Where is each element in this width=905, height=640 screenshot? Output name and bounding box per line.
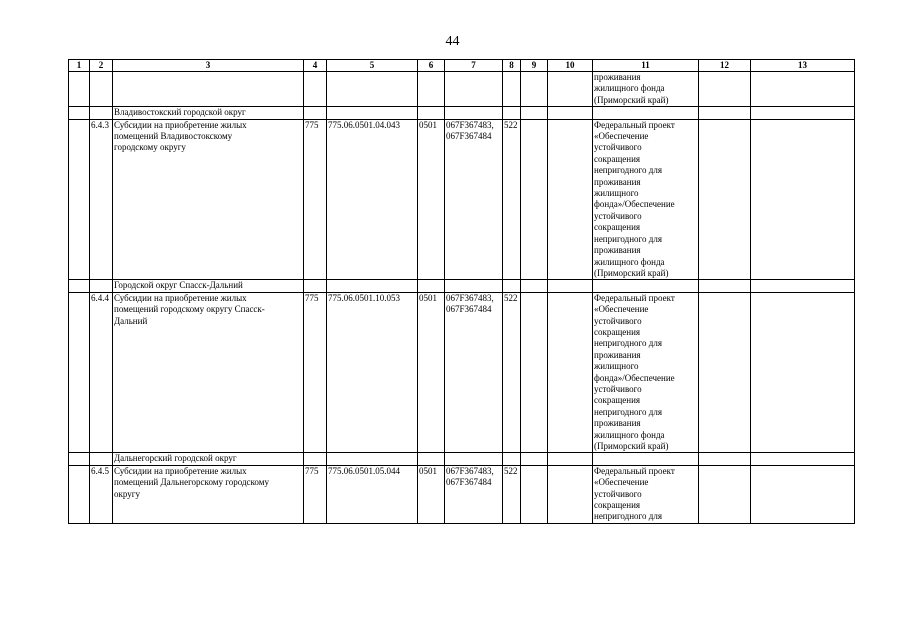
cell-line: (Приморский край) — [594, 267, 669, 278]
cell-line: «Обеспечение — [594, 477, 649, 488]
cell-line: 067F367484 — [446, 304, 492, 315]
cell-line: Федеральный проект — [594, 119, 675, 130]
cell-line: жилищного фонда — [594, 429, 665, 440]
column-header: 6 — [418, 60, 445, 72]
column-header: 10 — [548, 60, 593, 72]
cell-line: Дальний — [114, 315, 148, 326]
column-header: 12 — [699, 60, 751, 72]
cell-code-4: 775 — [304, 119, 327, 280]
page-number: 44 — [445, 34, 460, 49]
cell-line: (Приморский край) — [594, 94, 669, 105]
cell-line: сокращения — [594, 222, 641, 233]
cell-number: 6.4.4 — [90, 292, 113, 453]
cell-line: Субсидии на приобретение жилых — [114, 119, 247, 130]
cell-line: (Приморский край) — [594, 441, 669, 451]
cell-number: 6.4.5 — [90, 465, 113, 523]
cell-purpose — [593, 292, 699, 453]
cell-line: фонда»/Обеспечение — [594, 372, 675, 383]
cell-code-4: 775 — [304, 292, 327, 453]
budget-table — [68, 59, 855, 524]
column-header: 3 — [113, 60, 304, 72]
cell-line: жилищного фонда — [594, 256, 665, 267]
cell-line: 067F367483, — [446, 465, 494, 476]
cell-line: 067F367484 — [446, 131, 492, 142]
cell-number: 6.4.3 — [90, 119, 113, 280]
cell-code-6: 0501 — [418, 292, 445, 453]
cell-line: устойчивого — [594, 383, 642, 394]
cell-line: 067F367483, — [446, 292, 494, 303]
cell-line: округу — [114, 488, 140, 499]
cell-line: непригодного для — [594, 406, 662, 417]
cell-line: устойчивого — [594, 210, 642, 221]
cell-line: «Обеспечение — [594, 304, 649, 315]
cell-line: устойчивого — [594, 315, 642, 326]
cell-line: Субсидии на приобретение жилых — [114, 292, 247, 303]
cell-line: 067F367484 — [446, 477, 492, 488]
cell-line: проживания — [594, 245, 641, 256]
section-title: Городской округ Спасск-Дальний — [113, 280, 304, 292]
section-title: Дальнегорский городской округ — [113, 453, 304, 465]
section-row — [69, 280, 855, 292]
cell-line: сокращения — [594, 500, 641, 511]
cell-code-8: 522 — [503, 119, 521, 280]
column-header: 4 — [304, 60, 327, 72]
table-row — [69, 119, 855, 280]
table-row — [69, 292, 855, 453]
cell-code-8: 522 — [503, 465, 521, 523]
cell-code-6: 0501 — [418, 465, 445, 523]
cell-purpose — [593, 119, 699, 280]
column-header: 7 — [445, 60, 503, 72]
cell-code-7 — [445, 292, 503, 453]
cell-line: фонда»/Обеспечение — [594, 199, 675, 210]
table-body — [69, 60, 855, 524]
cell-purpose — [593, 465, 699, 523]
cell-line: проживания — [594, 418, 641, 429]
cell-code-7 — [445, 119, 503, 280]
table-row — [69, 465, 855, 523]
cell-code-6: 0501 — [418, 119, 445, 280]
cell-code-5: 775.06.0501.10.053 — [327, 292, 418, 453]
cell-code-5: 775.06.0501.05.044 — [327, 465, 418, 523]
cell-code-5: 775.06.0501.04.043 — [327, 119, 418, 280]
column-header: 1 — [69, 60, 90, 72]
cell-purpose — [593, 72, 699, 107]
continuation-row — [69, 72, 855, 107]
cell-line: сокращения — [594, 326, 641, 337]
section-row — [69, 107, 855, 119]
cell-line: непригодного для — [594, 165, 662, 176]
cell-line: непригодного для — [594, 338, 662, 349]
cell-line: Федеральный проект — [594, 465, 675, 476]
column-header: 2 — [90, 60, 113, 72]
cell-line: сокращения — [594, 153, 641, 164]
cell-line: проживания — [594, 349, 641, 360]
section-row — [69, 453, 855, 465]
cell-line: проживания — [594, 72, 641, 82]
cell-line: жилищного — [594, 188, 639, 199]
cell-line: проживания — [594, 176, 641, 187]
column-header: 13 — [751, 60, 855, 72]
column-header: 9 — [521, 60, 548, 72]
cell-line: 067F367483, — [446, 119, 494, 130]
cell-name — [113, 119, 304, 280]
cell-line: жилищного фонда — [594, 83, 665, 94]
cell-line: сокращения — [594, 395, 641, 406]
cell-name — [113, 292, 304, 453]
column-header: 11 — [593, 60, 699, 72]
cell-line: помещений городскому округу Спасск- — [114, 304, 265, 315]
cell-line: устойчивого — [594, 142, 642, 153]
cell-line: непригодного для — [594, 511, 662, 522]
cell-line: помещений Дальнегорскому городскому — [114, 477, 269, 488]
cell-line: устойчивого — [594, 488, 642, 499]
cell-line: Субсидии на приобретение жилых — [114, 465, 247, 476]
cell-line: Федеральный проект — [594, 292, 675, 303]
column-header: 5 — [327, 60, 418, 72]
cell-line: городскому округу — [114, 142, 186, 153]
cell-code-4: 775 — [304, 465, 327, 523]
cell-name — [113, 465, 304, 523]
cell-line: непригодного для — [594, 233, 662, 244]
cell-code-8: 522 — [503, 292, 521, 453]
section-title: Владивостокский городской округ — [113, 107, 304, 119]
cell-code-7 — [445, 465, 503, 523]
column-header: 8 — [503, 60, 521, 72]
cell-line: помещений Владивостокскому — [114, 131, 233, 142]
header-row — [69, 60, 855, 72]
cell-line: «Обеспечение — [594, 131, 649, 142]
cell-line: жилищного — [594, 361, 639, 372]
